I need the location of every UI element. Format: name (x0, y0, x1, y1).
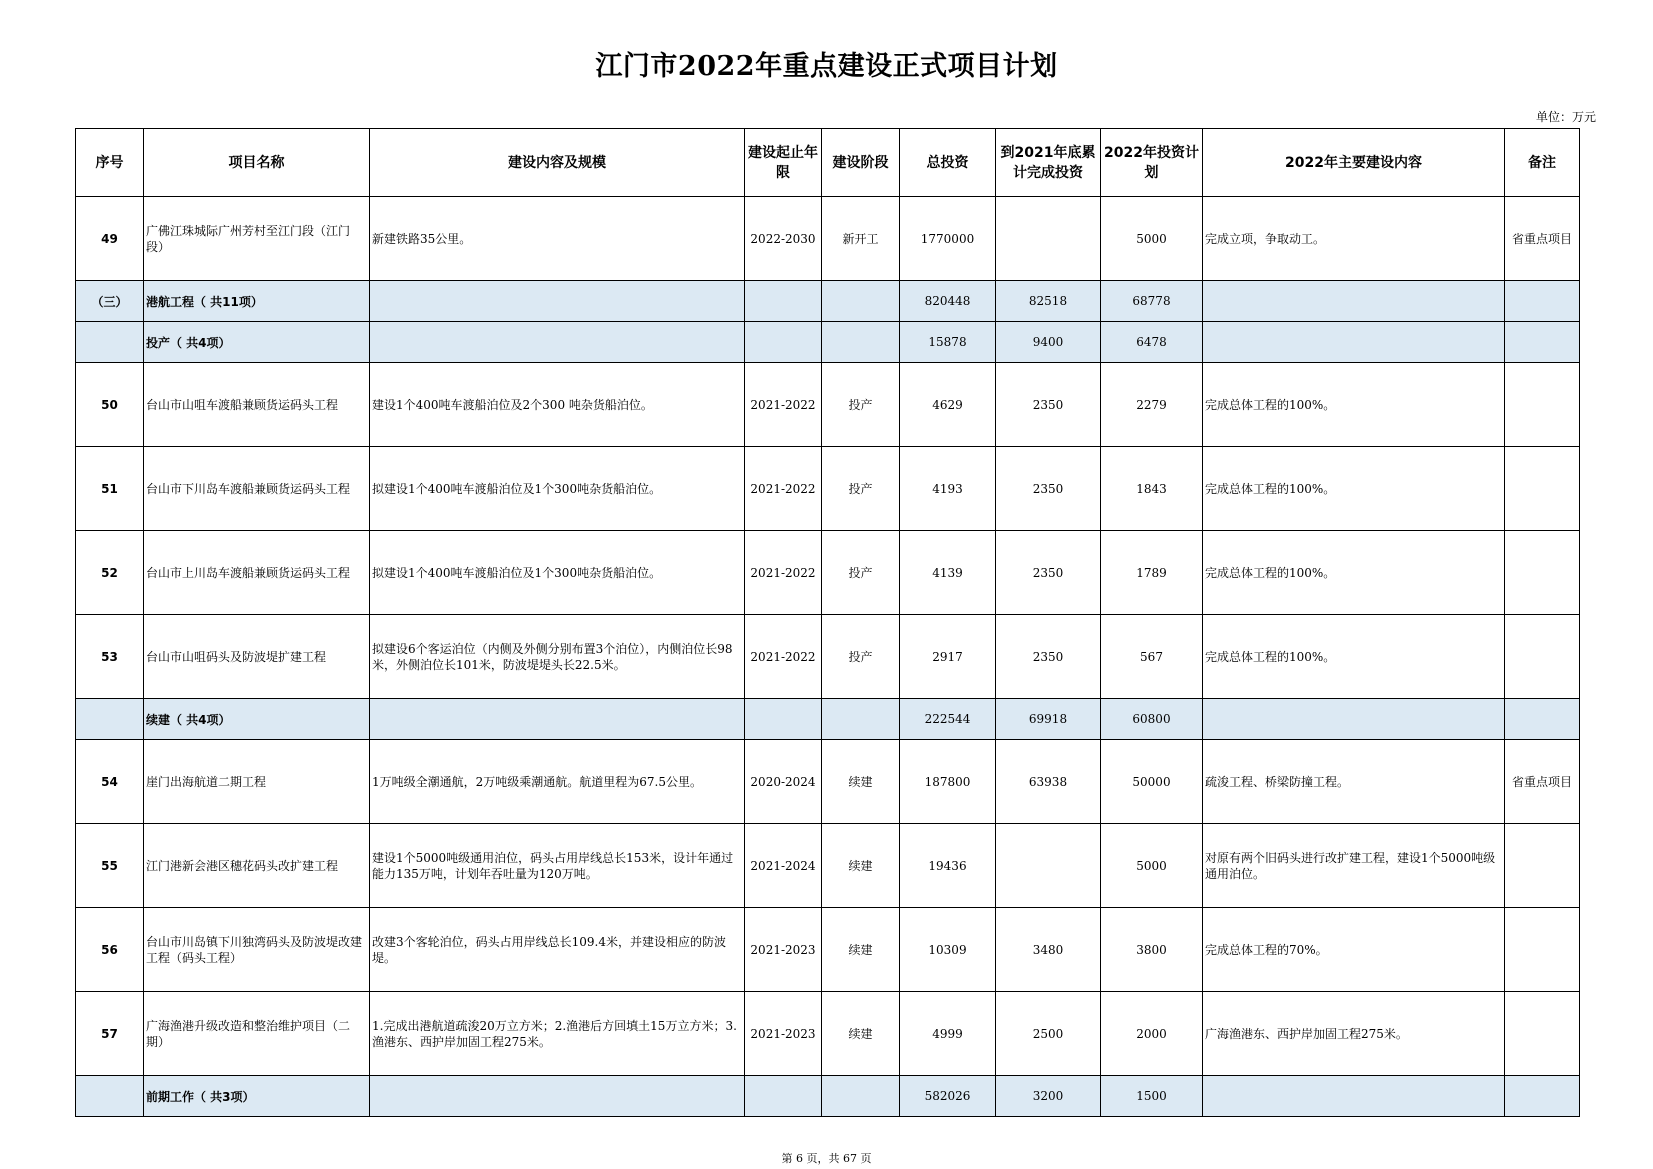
page-title: 江门市2022年重点建设正式项目计划 (595, 51, 1058, 82)
cell-name: 台山市山咀码头及防波堤扩建工程 (144, 615, 370, 699)
cell-period: 2021-2023 (745, 992, 822, 1076)
cell-content: 新建铁路35公里。 (370, 197, 745, 281)
cell-period (745, 699, 822, 740)
cell-stage (822, 699, 900, 740)
cell-period: 2021-2022 (745, 615, 822, 699)
cell-plan2022: 6478 (1101, 322, 1203, 363)
table-row (76, 363, 1580, 447)
cell-total: 1770000 (900, 197, 996, 281)
cell-period: 2021-2024 (745, 824, 822, 908)
cell-no: 50 (76, 363, 144, 447)
cell-plan2022: 60800 (1101, 699, 1203, 740)
cell-stage: 投产 (822, 363, 900, 447)
cell-stage: 续建 (822, 824, 900, 908)
cell-total: 4629 (900, 363, 996, 447)
cell-no: 54 (76, 740, 144, 824)
group-row (76, 1076, 1580, 1117)
cell-note (1505, 992, 1580, 1076)
cell-no: （三） (76, 281, 144, 322)
cell-done2021: 3480 (996, 908, 1101, 992)
cell-no: 57 (76, 992, 144, 1076)
cell-period: 2020-2024 (745, 740, 822, 824)
cell-plan2022: 1500 (1101, 1076, 1203, 1117)
cell-content: 拟建设1个400吨车渡船泊位及1个300吨杂货船泊位。 (370, 531, 745, 615)
cell-plan2022: 2000 (1101, 992, 1203, 1076)
cell-main2022 (1203, 322, 1505, 363)
cell-content: 拟建设1个400吨车渡船泊位及1个300吨杂货船泊位。 (370, 447, 745, 531)
cell-no (76, 699, 144, 740)
table-row (76, 740, 1580, 824)
cell-done2021: 9400 (996, 322, 1101, 363)
cell-content: 建设1个400吨车渡船泊位及2个300 吨杂货船泊位。 (370, 363, 745, 447)
cell-plan2022: 567 (1101, 615, 1203, 699)
cell-plan2022: 3800 (1101, 908, 1203, 992)
cell-name: 台山市川岛镇下川独湾码头及防波堤改建工程（码头工程） (144, 908, 370, 992)
header-total: 总投资 (900, 129, 996, 197)
cell-total: 222544 (900, 699, 996, 740)
cell-plan2022: 68778 (1101, 281, 1203, 322)
table-row (76, 824, 1580, 908)
cell-name: 广佛江珠城际广州芳村至江门段（江门段） (144, 197, 370, 281)
cell-no (76, 1076, 144, 1117)
cell-stage: 投产 (822, 531, 900, 615)
header-main2022: 2022年主要建设内容 (1203, 129, 1505, 197)
cell-note: 省重点项目 (1505, 740, 1580, 824)
group-row (76, 281, 1580, 322)
cell-stage (822, 281, 900, 322)
cell-content: 1万吨级全潮通航，2万吨级乘潮通航。航道里程为67.5公里。 (370, 740, 745, 824)
cell-stage (822, 1076, 900, 1117)
cell-period: 2021-2022 (745, 363, 822, 447)
cell-main2022 (1203, 699, 1505, 740)
cell-plan2022: 50000 (1101, 740, 1203, 824)
cell-done2021: 2350 (996, 531, 1101, 615)
table-row (76, 992, 1580, 1076)
cell-total: 4139 (900, 531, 996, 615)
cell-plan2022: 5000 (1101, 824, 1203, 908)
cell-name: 前期工作（ 共3项） (144, 1076, 370, 1117)
cell-name: 崖门出海航道二期工程 (144, 740, 370, 824)
cell-plan2022: 2279 (1101, 363, 1203, 447)
cell-main2022: 完成总体工程的100%。 (1203, 615, 1505, 699)
cell-main2022: 完成总体工程的70%。 (1203, 908, 1505, 992)
table-row (76, 531, 1580, 615)
cell-note (1505, 699, 1580, 740)
cell-note (1505, 615, 1580, 699)
project-table (75, 128, 1580, 1117)
header-note: 备注 (1505, 129, 1580, 197)
cell-main2022: 对原有两个旧码头进行改扩建工程，建设1个5000吨级通用泊位。 (1203, 824, 1505, 908)
cell-content (370, 322, 745, 363)
cell-done2021: 63938 (996, 740, 1101, 824)
cell-note: 省重点项目 (1505, 197, 1580, 281)
cell-done2021: 2350 (996, 615, 1101, 699)
cell-name: 港航工程（ 共11项） (144, 281, 370, 322)
table-body (76, 197, 1580, 1117)
group-row (76, 322, 1580, 363)
cell-main2022: 疏浚工程、桥梁防撞工程。 (1203, 740, 1505, 824)
cell-note (1505, 908, 1580, 992)
cell-name: 续建（ 共4项） (144, 699, 370, 740)
table-row (76, 447, 1580, 531)
cell-note (1505, 447, 1580, 531)
group-row (76, 699, 1580, 740)
cell-main2022: 完成总体工程的100%。 (1203, 531, 1505, 615)
cell-main2022: 广海渔港东、西护岸加固工程275米。 (1203, 992, 1505, 1076)
cell-total: 4193 (900, 447, 996, 531)
cell-content (370, 281, 745, 322)
cell-stage: 新开工 (822, 197, 900, 281)
cell-done2021: 82518 (996, 281, 1101, 322)
header-plan2022: 2022年投资计划 (1101, 129, 1203, 197)
cell-no: 52 (76, 531, 144, 615)
cell-note (1505, 322, 1580, 363)
cell-done2021: 2350 (996, 447, 1101, 531)
cell-total: 15878 (900, 322, 996, 363)
header-name: 项目名称 (144, 129, 370, 197)
cell-period: 2021-2022 (745, 447, 822, 531)
cell-content: 1.完成出港航道疏浚20万立方米；2.渔港后方回填土15万立方米；3.渔港东、西护岸加固工程275米。 (370, 992, 745, 1076)
cell-no: 56 (76, 908, 144, 992)
cell-plan2022: 5000 (1101, 197, 1203, 281)
cell-period: 2021-2022 (745, 531, 822, 615)
cell-note (1505, 1076, 1580, 1117)
cell-done2021 (996, 824, 1101, 908)
cell-plan2022: 1789 (1101, 531, 1203, 615)
cell-period (745, 281, 822, 322)
cell-name: 台山市上川岛车渡船兼顾货运码头工程 (144, 531, 370, 615)
header-content: 建设内容及规模 (370, 129, 745, 197)
cell-done2021 (996, 197, 1101, 281)
cell-done2021: 2350 (996, 363, 1101, 447)
cell-stage (822, 322, 900, 363)
cell-done2021: 3200 (996, 1076, 1101, 1117)
cell-period (745, 322, 822, 363)
cell-main2022: 完成总体工程的100%。 (1203, 447, 1505, 531)
cell-no: 49 (76, 197, 144, 281)
header-no: 序号 (76, 129, 144, 197)
cell-name: 台山市下川岛车渡船兼顾货运码头工程 (144, 447, 370, 531)
cell-done2021: 69918 (996, 699, 1101, 740)
cell-period: 2021-2023 (745, 908, 822, 992)
cell-main2022: 完成立项，争取动工。 (1203, 197, 1505, 281)
header-done2021: 到2021年底累计完成投资 (996, 129, 1101, 197)
cell-no: 51 (76, 447, 144, 531)
unit-label: 单位：万元 (1535, 110, 1596, 124)
cell-total: 2917 (900, 615, 996, 699)
cell-done2021: 2500 (996, 992, 1101, 1076)
table-row (76, 615, 1580, 699)
cell-stage: 投产 (822, 447, 900, 531)
table-row (76, 908, 1580, 992)
cell-stage: 续建 (822, 992, 900, 1076)
cell-main2022 (1203, 1076, 1505, 1117)
table-row (76, 197, 1580, 281)
cell-name: 台山市山咀车渡船兼顾货运码头工程 (144, 363, 370, 447)
header-period: 建设起止年限 (745, 129, 822, 197)
cell-content: 改建3个客轮泊位，码头占用岸线总长109.4米，并建设相应的防波堤。 (370, 908, 745, 992)
page-footer: 第 6 页，共 67 页 (781, 1152, 872, 1165)
cell-note (1505, 531, 1580, 615)
cell-name: 广海渔港升级改造和整治维护项目（二期） (144, 992, 370, 1076)
cell-content (370, 699, 745, 740)
cell-total: 19436 (900, 824, 996, 908)
cell-period: 2022-2030 (745, 197, 822, 281)
cell-total: 187800 (900, 740, 996, 824)
cell-no: 53 (76, 615, 144, 699)
cell-content (370, 1076, 745, 1117)
cell-note (1505, 824, 1580, 908)
cell-name: 投产（ 共4项） (144, 322, 370, 363)
header-stage: 建设阶段 (822, 129, 900, 197)
cell-plan2022: 1843 (1101, 447, 1203, 531)
cell-main2022: 完成总体工程的100%。 (1203, 363, 1505, 447)
cell-content: 拟建设6个客运泊位（内侧及外侧分别布置3个泊位），内侧泊位长98米，外侧泊位长101米，防波堤堤头长22.5米。 (370, 615, 745, 699)
cell-total: 10309 (900, 908, 996, 992)
cell-name: 江门港新会港区穗花码头改扩建工程 (144, 824, 370, 908)
cell-note (1505, 363, 1580, 447)
cell-no (76, 322, 144, 363)
cell-total: 582026 (900, 1076, 996, 1117)
cell-stage: 投产 (822, 615, 900, 699)
cell-period (745, 1076, 822, 1117)
cell-stage: 续建 (822, 908, 900, 992)
cell-main2022 (1203, 281, 1505, 322)
cell-content: 建设1个5000吨级通用泊位，码头占用岸线总长153米，设计年通过能力135万吨，计划年吞吐量为120万吨。 (370, 824, 745, 908)
cell-total: 4999 (900, 992, 996, 1076)
header-row (76, 129, 1580, 197)
cell-total: 820448 (900, 281, 996, 322)
cell-note (1505, 281, 1580, 322)
cell-no: 55 (76, 824, 144, 908)
cell-stage: 续建 (822, 740, 900, 824)
